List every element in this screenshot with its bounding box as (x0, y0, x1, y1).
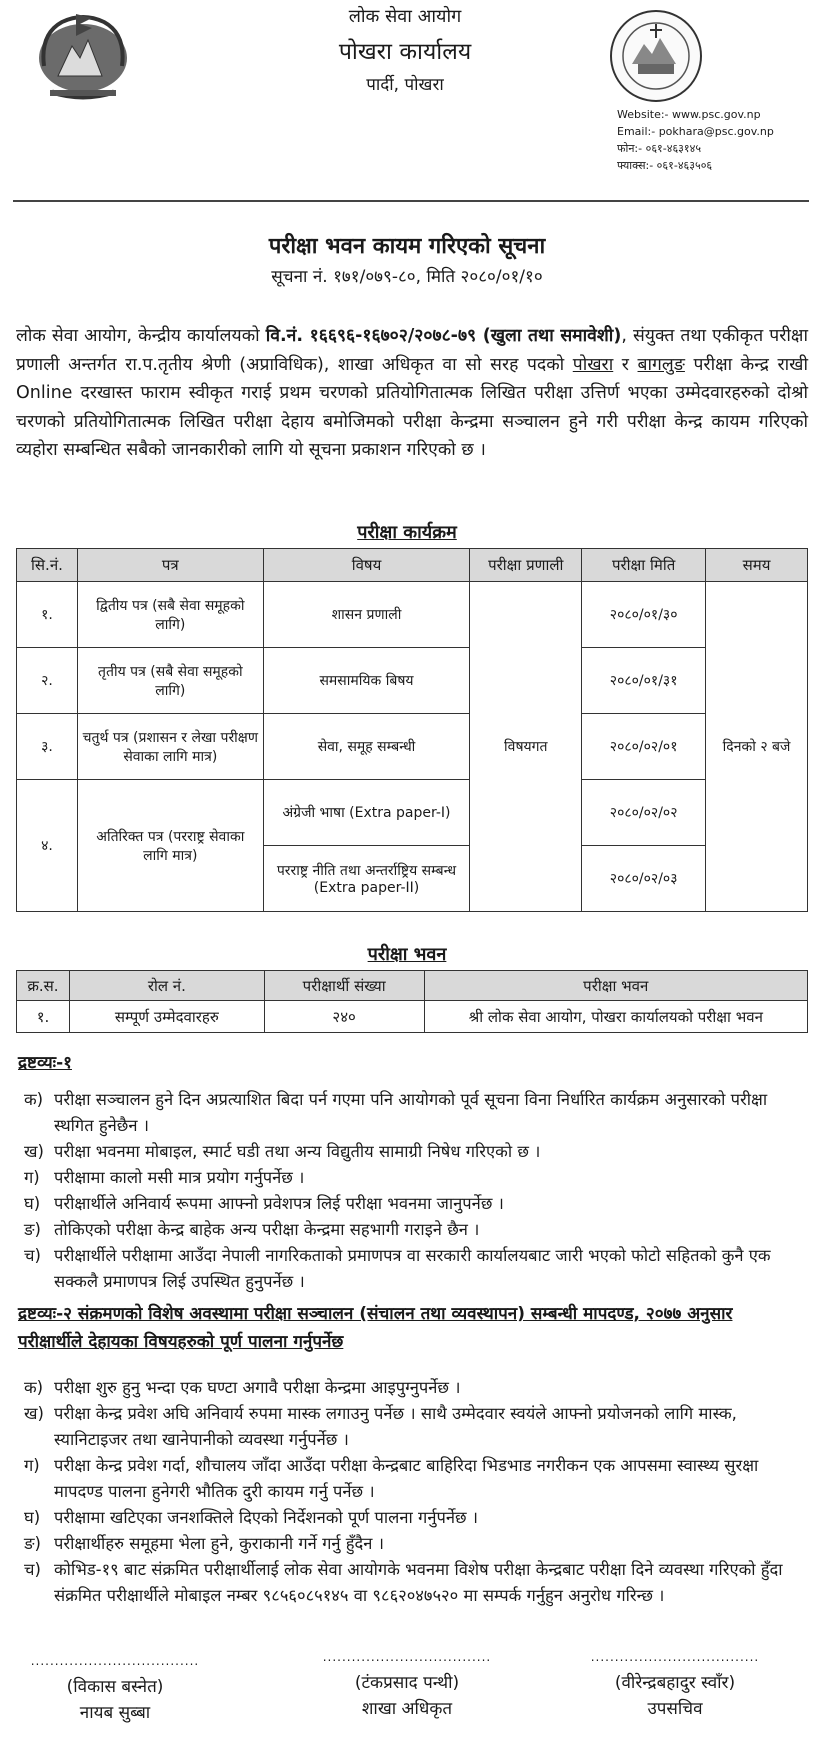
list-item (24, 1375, 808, 1401)
col-header-date: परीक्षा मिति (582, 549, 706, 582)
list-item (24, 1557, 808, 1609)
col-header-subject: विषय (263, 549, 470, 582)
nepal-emblem-logo (22, 6, 144, 104)
item-marker: च) (24, 1246, 41, 1265)
item-marker: ङ) (24, 1220, 41, 1239)
list-item (24, 1243, 808, 1295)
col-header-time: समय (706, 549, 808, 582)
schedule-title: परीक्षा कार्यक्रम (357, 522, 457, 543)
cell-subject: अंग्रेजी भाषा (Extra paper-I) (263, 780, 470, 846)
body-text-4: परीक्षा केन्द्र राखी Online दरखास्त फाराम स्वीकृत गराई प्रथम चरणको प्रतियोगितात्मक लिखित परीक्षा उत्तिर्ण भएका उम्मेदवारहरुको दोश्रो चरणको प्रतियोगितात्मक लिखित परीक्षा देहाय बमोजिमको परीक्षा केन्द्रमा सञ्चालन हुने गरी परीक्षा केन्द्र कायम गरिएको व्यहोरा सम्बन्धित सबैको जानकारीको लागि यो सूचना प्रकाशन गरिएको छ । (16, 354, 808, 460)
list-item (24, 1217, 808, 1243)
item-marker: ग) (24, 1168, 40, 1187)
item-marker: क) (24, 1378, 44, 1397)
fax-text: फ्याक्स:- ०६१-४६३५०६ (617, 159, 713, 172)
cell-sn: २. (17, 648, 78, 714)
cell-subject: परराष्ट्र नीति तथा अन्तर्राष्ट्रिय सम्बन्ध (Extra paper-II) (263, 846, 470, 912)
cell-subject: समसामयिक बिषय (263, 648, 470, 714)
signatory-title: उपसचिव (647, 1699, 703, 1719)
cell-paper: द्वितीय पत्र (सबै सेवा समूहको लागि) (77, 582, 263, 648)
item-marker: च) (24, 1560, 41, 1579)
venue-title: परीक्षा भवन (367, 944, 447, 965)
notice-title: परीक्षा भवन कायम गरिएको सूचना (268, 234, 546, 259)
cell-sn: १. (17, 1001, 70, 1033)
item-marker: क) (24, 1090, 44, 1109)
cell-date: २०८०/०२/०१ (582, 714, 706, 780)
item-marker: ख) (24, 1404, 44, 1423)
table-row (17, 714, 808, 780)
cell-date: २०८०/०१/३० (582, 582, 706, 648)
item-text: कोभिड-१९ बाट संक्रमित परीक्षार्थीलाई लोक सेवा आयोगके भवनमा विशेष परीक्षा केन्द्रबाट परीक्षा दिने व्यवस्था गरिएको हुँदा संक्रमित परीक्षार्थीले मोबाइल नम्बर ९८५६०८५१४५ वा ९८६२०४७५२० मा सम्पर्क गर्नुहुन अनुरोध गरिन्छ । (54, 1560, 783, 1605)
venue-table (16, 970, 808, 1033)
cell-date: २०८०/०१/३१ (582, 648, 706, 714)
notice-number-date: सूचना नं. १७१/०७९-८०, मिति २०८०/०१/१० (271, 267, 543, 287)
cell-sn: ४. (17, 780, 78, 912)
body-text-1: लोक सेवा आयोग, केन्द्रीय कार्यालयको (16, 326, 266, 346)
list-item (24, 1453, 808, 1505)
org-name: लोक सेवा आयोग (348, 6, 462, 27)
table-row (17, 1001, 808, 1033)
schedule-table (16, 548, 808, 912)
col-header-sn: सि.नं. (17, 549, 78, 582)
list-item (24, 1401, 808, 1453)
col-header-roll: रोल नं. (69, 971, 264, 1001)
list-item (24, 1531, 808, 1557)
list-item (24, 1165, 808, 1191)
cell-paper: तृतीय पत्र (सबै सेवा समूहको लागि) (77, 648, 263, 714)
item-marker: घ) (24, 1194, 41, 1213)
center-baglung-link[interactable]: बागलुङ (637, 354, 685, 375)
item-marker: घ) (24, 1508, 41, 1527)
item-marker: ङ) (24, 1534, 41, 1553)
item-text: परीक्षामा कालो मसी मात्र प्रयोग गर्नुपर्नेछ । (54, 1168, 305, 1187)
body-text-2: , संयुक्त तथा एकीकृत परीक्षा प्रणाली अन्तर्गत रा.प.तृतीय श्रेणी (अप्राविधिक), शाखा अधिकृत वा सो सरह पदको (16, 326, 808, 375)
notes1-list (24, 1087, 808, 1295)
office-location: पार्दी, पोखरा (366, 75, 444, 95)
item-text: परीक्षा शुरु हुनु भन्दा एक घण्टा अगावै परीक्षा केन्द्रमा आइपुग्नुपर्नेछ । (54, 1378, 461, 1397)
office-name: पोखरा कार्यालय (338, 39, 472, 65)
item-text: परीक्षार्थीले परीक्षामा आउँदा नेपाली नागरिकताको प्रमाणपत्र वा सरकारी कार्यालयबाट जारी भएको फोटो सहितको कुनै एक सक्कलै प्रमाणपत्र लिई उपस्थित हुनुपर्नेछ । (54, 1246, 771, 1291)
item-text: परीक्षा केन्द्र प्रवेश गर्दा, शौचालय जाँदा आउँदा परीक्षा केन्द्रबाट बाहिरिदा भिडभाड नगरीकन एक आपसमा स्वास्थ्य सुरक्षा मापदण्ड पालना हुनेगरी भौतिक दुरी कायम गर्नु पर्नेछ । (54, 1456, 759, 1501)
signature-block-3 (560, 1644, 790, 1722)
cell-subject: शासन प्रणाली (263, 582, 470, 648)
item-text: परीक्षार्थीहरु समूहमा भेला हुने, कुराकानी गर्ने गर्नु हुँदैन । (54, 1534, 384, 1553)
notes1-title: द्रष्टव्यः-१ (18, 1053, 72, 1073)
item-text: परीक्षार्थीले अनिवार्य रूपमा आफ्नो प्रवेशपत्र लिई परीक्षा भवनमा जानुपर्नेछ । (54, 1194, 504, 1213)
list-item (24, 1087, 808, 1139)
signature-block-1 (20, 1648, 210, 1726)
col-header-sn: क्र.स. (17, 971, 70, 1001)
table-row (17, 582, 808, 648)
item-text: परीक्षा केन्द्र प्रवेश अघि अनिवार्य रुपमा मास्क लगाउनु पर्नेछ । साथै उम्मेदवार स्वयंले आफ्नो प्रयोजनको लागि मास्क, स्यानिटाइजर तथा खानेपानीको व्यवस्था गर्नुपर्नेछ । (54, 1404, 737, 1449)
psc-seal-logo (604, 8, 708, 104)
item-text: परीक्षामा खटिएका जनशक्तिले दिएको निर्देशनको पूर्ण पालना गर्नुपर्नेछ । (54, 1508, 479, 1527)
list-item (24, 1139, 808, 1165)
cell-exam-time: दिनको २ बजे (706, 582, 808, 912)
cell-paper: अतिरिक्त पत्र (परराष्ट्र सेवाका लागि मात्र) (77, 780, 263, 912)
signatory-title: नायब सुब्बा (79, 1703, 151, 1723)
col-header-count: परीक्षार्थी संख्या (264, 971, 424, 1001)
signature-line: ................................... (590, 1650, 760, 1664)
phone-text: फोन:- ०६१-४६३१४५ (617, 142, 702, 155)
cell-paper: चतुर्थ पत्र (प्रशासन र लेखा परीक्षण सेवाका लागि मात्र) (77, 714, 263, 780)
signatory-name: (विकास बस्नेत) (66, 1677, 164, 1697)
table-row (17, 648, 808, 714)
notes2-title: द्रष्टव्यः-२ संक्रमणको विशेष अवस्थामा परीक्षा सञ्चालन (संचालन तथा व्यवस्थापन) सम्बन्धी मापदण्ड, २०७७ अनुसार परीक्षार्थीले देहायका विषयहरुको पूर्ण पालना गर्नुपर्नेछ (18, 1304, 733, 1352)
email-text: Email:- pokhara@psc.gov.np (617, 125, 774, 138)
center-pokhara-link[interactable]: पोखरा (572, 354, 614, 375)
list-item (24, 1191, 808, 1217)
signatory-name: (वीरेन्द्रबहादुर स्वाँर) (614, 1673, 736, 1693)
advertisement-number: वि.नं. १६६९६-१६७०२/२०७८-७९ (खुला तथा समावेशी) (265, 326, 622, 346)
contact-info (617, 106, 774, 174)
cell-subject: सेवा, समूह सम्बन्धी (263, 714, 470, 780)
cell-exam-system: विषयगत (470, 582, 582, 912)
cell-date: २०८०/०२/०३ (582, 846, 706, 912)
col-header-system: परीक्षा प्रणाली (470, 549, 582, 582)
col-header-building: परीक्षा भवन (424, 971, 807, 1001)
item-text: परीक्षा भवनमा मोबाइल, स्मार्ट घडी तथा अन्य विद्युतीय सामाग्री निषेध गरिएको छ । (54, 1142, 541, 1161)
website-text: Website:- www.psc.gov.np (617, 108, 761, 121)
table-row (17, 780, 808, 846)
col-header-paper: पत्र (77, 549, 263, 582)
item-text: तोकिएको परीक्षा केन्द्र बाहेक अन्य परीक्षा केन्द्रमा सहभागी गराइने छैन । (54, 1220, 480, 1239)
cell-sn: १. (17, 582, 78, 648)
signatory-title: शाखा अधिकृत (361, 1699, 453, 1719)
item-text: परीक्षा सञ्चालन हुने दिन अप्रत्याशित बिदा पर्न गएमा पनि आयोगको पूर्व सूचना विना निर्धारित कार्यक्रम अनुसारको परीक्षा स्थगित हुनेछैन । (54, 1090, 768, 1135)
cell-building: श्री लोक सेवा आयोग, पोखरा कार्यालयको परीक्षा भवन (424, 1001, 807, 1033)
signature-line: ................................... (322, 1650, 492, 1664)
cell-count: २४० (264, 1001, 424, 1033)
signatory-name: (टंकप्रसाद पन्थी) (354, 1673, 460, 1693)
signature-line: ................................... (30, 1654, 200, 1668)
header-divider (13, 200, 809, 202)
notes2-list (24, 1375, 808, 1609)
cell-roll: सम्पूर्ण उम्मेदवारहरु (69, 1001, 264, 1033)
notice-body (16, 322, 808, 465)
item-marker: ख) (24, 1142, 44, 1161)
signature-block-2 (307, 1644, 507, 1722)
item-marker: ग) (24, 1456, 40, 1475)
body-text-3: र (613, 354, 638, 375)
list-item (24, 1505, 808, 1531)
cell-date: २०८०/०२/०२ (582, 780, 706, 846)
cell-sn: ३. (17, 714, 78, 780)
